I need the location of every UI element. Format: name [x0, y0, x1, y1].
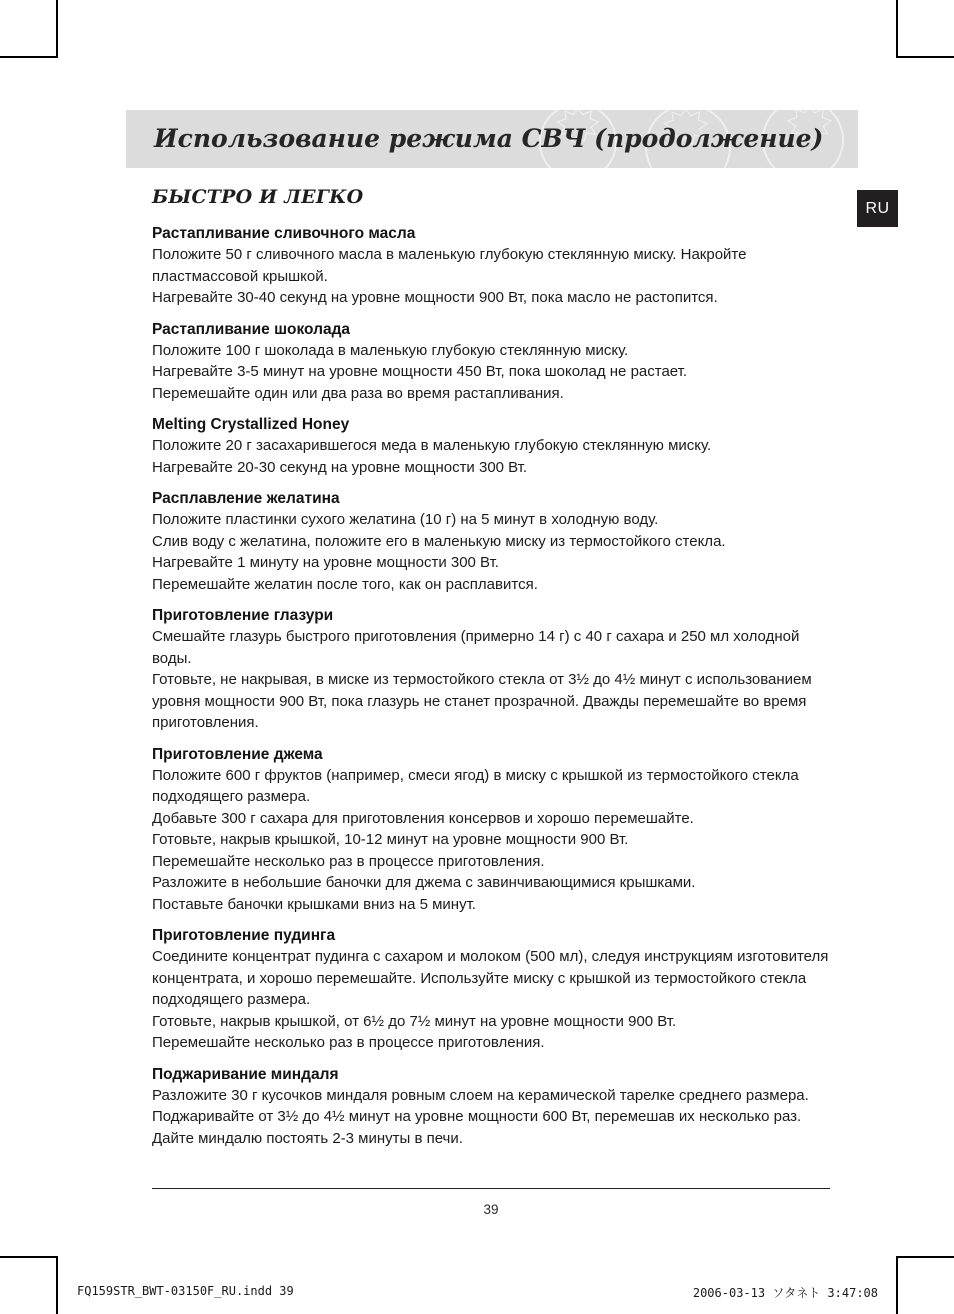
- print-timestamp: 2006-03-13 ソタネト 3:47:08: [692, 1286, 878, 1300]
- crop-mark-top-left: [0, 0, 58, 58]
- recipe-heading: Приготовление глазури: [152, 607, 334, 624]
- print-file-name: FQ159STR_BWT-03150F_RU.indd 39: [77, 1284, 294, 1298]
- recipe-paragraph: Поставьте баночки крышками вниз на 5 минут.: [152, 895, 476, 913]
- recipe-heading: Поджаривание миндаля: [152, 1065, 339, 1083]
- recipe-paragraph: Положите 20 г засахарившегося меда в маленькую глубокую стеклянную миску.: [152, 437, 712, 454]
- crop-mark-top-right: [896, 0, 954, 58]
- recipe-heading: Приготовление пудинга: [152, 927, 336, 944]
- recipe-paragraph: Дайте миндалю постоять 2-3 минуты в печи.: [152, 1129, 463, 1147]
- recipe-paragraph: Нагревайте 3-5 минут на уровне мощности 450 Вт, пока шоколад не растает.: [152, 363, 688, 380]
- recipe-paragraph: Положите 100 г шоколада в маленькую глубокую стеклянную миску.: [152, 341, 629, 359]
- section-title: БЫСТРО И ЛЕГКО: [152, 186, 364, 208]
- recipe-section: [152, 1064, 830, 1150]
- recipe-section: [152, 223, 830, 309]
- recipe-heading: Melting Crystallized Honey: [152, 416, 350, 433]
- recipe-paragraph: Готовьте, накрыв крышкой, 10-12 минут на уровне мощности 900 Вт.: [152, 831, 629, 848]
- recipe-heading: Растапливание шоколада: [152, 320, 351, 338]
- print-info-line: [58, 1284, 897, 1301]
- recipe-paragraph: Готовьте, накрыв крышкой, от 6½ до 7½ минут на уровне мощности 900 Вт.: [152, 1012, 677, 1030]
- recipe-paragraph: Перемешайте один или два раза во время растапливания.: [152, 384, 564, 402]
- recipe-section: [152, 414, 830, 478]
- recipe-section: [152, 925, 830, 1054]
- recipe-paragraph: Нагревайте 30-40 секунд на уровне мощности 900 Вт, пока масло не растопится.: [152, 289, 718, 306]
- recipe-paragraph: Положите 50 г сливочного масла в маленькую глубокую стеклянную миску. Накройте пластмассовой крышкой.: [152, 246, 747, 285]
- recipe-paragraph: Перемешайте желатин после того, как он расплавится.: [152, 575, 538, 593]
- recipe-paragraph: Разложите 30 г кусочков миндаля ровным слоем на керамической тарелке среднего размера.: [152, 1086, 809, 1104]
- recipe-paragraph: Слив воду с желатина, положите его в маленькую миску из термостойкого стекла.: [152, 532, 726, 550]
- recipe-paragraph: Поджаривайте от 3½ до 4½ минут на уровне мощности 600 Вт, перемешав их несколько раз.: [152, 1108, 802, 1125]
- recipe-paragraph: Перемешайте несколько раз в процессе приготовления.: [152, 1034, 545, 1051]
- recipe-heading: Приготовление джема: [152, 745, 323, 763]
- chapter-header-bar: [126, 110, 858, 168]
- crop-mark-bottom-left: [0, 1256, 58, 1314]
- recipe-paragraph: Нагревайте 1 минуту на уровне мощности 300 Вт.: [152, 554, 499, 571]
- recipe-heading: Расплавление желатина: [152, 490, 340, 507]
- recipe-paragraph: Разложите в небольшие баночки для джема с завинчивающимися крышками.: [152, 874, 696, 891]
- recipe-paragraph: Соедините концентрат пудинга с сахаром и молоком (500 мл), следуя инструкциям изготовителя концентрата, и хорошо перемешайте. Используйте миску с крышкой из термостойкого стекла подходящего размера.: [152, 948, 829, 1008]
- recipe-paragraph: Перемешайте несколько раз в процессе приготовления.: [152, 852, 545, 870]
- recipe-paragraph: Положите 600 г фруктов (например, смеси ягод) в миску с крышкой из термостойкого стекла подходящего размера.: [152, 766, 799, 805]
- language-badge: RU: [857, 190, 898, 227]
- recipe-section: [152, 488, 830, 595]
- content-column: [152, 186, 830, 1159]
- recipe-section: [152, 605, 830, 734]
- recipe-sections: [152, 223, 830, 1149]
- recipe-section: [152, 744, 830, 916]
- recipe-paragraph: Добавьте 300 г сахара для приготовления консервов и хорошо перемешайте.: [152, 809, 694, 827]
- recipe-paragraph: Смешайте глазурь быстрого приготовления (примерно 14 г) с 40 г сахара и 250 мл холодной воды.: [152, 628, 800, 667]
- recipe-paragraph: Нагревайте 20-30 секунд на уровне мощности 300 Вт.: [152, 458, 528, 476]
- recipe-section: [152, 319, 830, 405]
- recipe-heading: Растапливание сливочного масла: [152, 225, 416, 242]
- page-number: 39: [483, 1202, 499, 1217]
- recipe-paragraph: Готовьте, не накрывая, в миске из термостойкого стекла от 3½ до 4½ минут с использованием уровня мощности 900 Вт, пока глазурь не станет прозрачной. Дважды перемешайте во время приготовления.: [152, 671, 812, 731]
- footer-divider: [152, 1188, 830, 1189]
- recipe-paragraph: Положите пластинки сухого желатина (10 г) на 5 минут в холодную воду.: [152, 511, 659, 528]
- page-title: Использование режима СВЧ (продолжение): [154, 124, 824, 153]
- crop-mark-bottom-right: [896, 1256, 954, 1314]
